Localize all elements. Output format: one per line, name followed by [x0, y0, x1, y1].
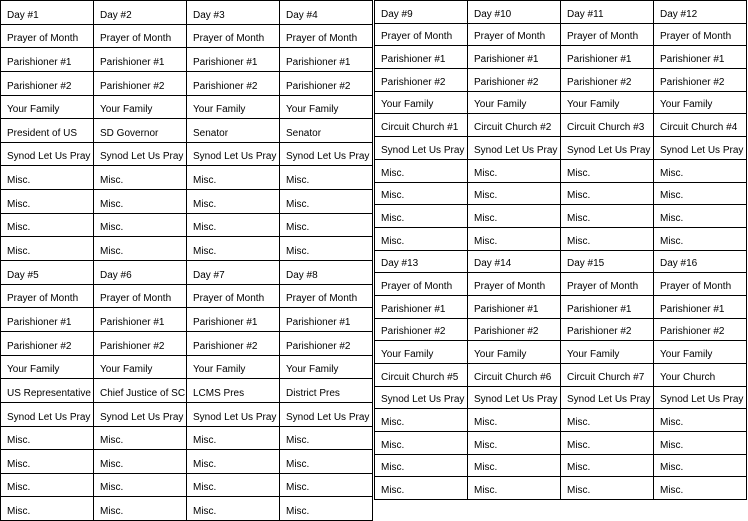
table-cell: Synod Let Us Pray: [187, 142, 280, 166]
table-cell: Misc.: [654, 159, 747, 182]
table-cell: Misc.: [561, 227, 654, 250]
table-cell: Parishioner #2: [280, 331, 373, 355]
table-cell: Misc.: [1, 450, 94, 474]
table-cell: Misc.: [561, 432, 654, 455]
table-cell: Misc.: [561, 454, 654, 477]
table-cell: Synod Let Us Pray: [375, 137, 468, 160]
table-cell: Your Family: [468, 341, 561, 364]
table-cell: Your Family: [375, 341, 468, 364]
table-cell: President of US: [1, 119, 94, 143]
table-row: [375, 159, 747, 182]
table-cell: Your Family: [654, 91, 747, 114]
table-cell: Misc.: [654, 182, 747, 205]
table-row: [375, 114, 747, 137]
table-cell: Misc.: [654, 409, 747, 432]
table-cell: Misc.: [187, 190, 280, 214]
table-cell: Misc.: [654, 432, 747, 455]
table-header-row: [1, 261, 373, 285]
table-row: [1, 402, 373, 426]
table-row: [375, 91, 747, 114]
prayer-table-days-1-8-container: [0, 0, 374, 518]
table-cell: Parishioner #2: [654, 318, 747, 341]
table-header-row: [375, 250, 747, 273]
table-cell: Parishioner #2: [561, 69, 654, 92]
table-cell: Misc.: [94, 426, 187, 450]
table-cell: Misc.: [280, 213, 373, 237]
table-cell: Misc.: [375, 454, 468, 477]
day-label-cell: Day #4: [280, 1, 373, 25]
day-label-cell: Day #6: [94, 261, 187, 285]
table-cell: Synod Let Us Pray: [94, 402, 187, 426]
table-cell: Parishioner #2: [94, 71, 187, 95]
table-cell: Misc.: [187, 426, 280, 450]
table-cell: Chief Justice of SC: [94, 379, 187, 403]
table-cell: Synod Let Us Pray: [468, 137, 561, 160]
table-cell: Misc.: [375, 182, 468, 205]
table-cell: Synod Let Us Pray: [187, 402, 280, 426]
table-cell: Misc.: [280, 473, 373, 497]
table-cell: Misc.: [1, 497, 94, 521]
table-cell: Prayer of Month: [94, 24, 187, 48]
table-cell: District Pres: [280, 379, 373, 403]
table-cell: Your Family: [187, 355, 280, 379]
table-cell: Prayer of Month: [654, 23, 747, 46]
table-row: [1, 331, 373, 355]
table-row: [1, 213, 373, 237]
table-cell: Misc.: [280, 166, 373, 190]
table-cell: Misc.: [561, 205, 654, 228]
table-cell: Misc.: [375, 477, 468, 500]
table-cell: LCMS Pres: [187, 379, 280, 403]
table-cell: Misc.: [94, 190, 187, 214]
table-cell: Parishioner #1: [468, 46, 561, 69]
table-cell: Misc.: [94, 473, 187, 497]
table-cell: Misc.: [654, 454, 747, 477]
table-cell: Misc.: [1, 426, 94, 450]
table-cell: Prayer of Month: [561, 23, 654, 46]
table-cell: Misc.: [561, 159, 654, 182]
table-cell: Misc.: [654, 205, 747, 228]
table-cell: Parishioner #2: [561, 318, 654, 341]
table-row: [375, 477, 747, 500]
table-row: [1, 95, 373, 119]
table-cell: Prayer of Month: [280, 24, 373, 48]
table-cell: Parishioner #1: [1, 308, 94, 332]
table-cell: Parishioner #2: [1, 331, 94, 355]
table-row: [375, 46, 747, 69]
table-cell: Prayer of Month: [468, 273, 561, 296]
table-cell: Parishioner #1: [94, 308, 187, 332]
table-cell: Misc.: [654, 227, 747, 250]
table-header-row: [375, 1, 747, 24]
table-cell: Misc.: [561, 182, 654, 205]
table-cell: Your Family: [468, 91, 561, 114]
table-cell: Misc.: [94, 497, 187, 521]
table-cell: Your Family: [280, 95, 373, 119]
day-label-cell: Day #14: [468, 250, 561, 273]
prayer-table-body: [375, 1, 747, 500]
day-label-cell: Day #12: [654, 1, 747, 24]
table-cell: Parishioner #1: [468, 295, 561, 318]
table-cell: Your Family: [561, 341, 654, 364]
table-cell: Parishioner #2: [654, 69, 747, 92]
table-cell: Parishioner #2: [1, 71, 94, 95]
table-header-row: [1, 1, 373, 25]
table-cell: Misc.: [375, 409, 468, 432]
table-cell: Parishioner #1: [1, 48, 94, 72]
table-cell: Circuit Church #3: [561, 114, 654, 137]
table-cell: Prayer of Month: [375, 273, 468, 296]
table-cell: Misc.: [375, 227, 468, 250]
table-row: [375, 182, 747, 205]
table-row: [1, 355, 373, 379]
table-cell: Misc.: [1, 190, 94, 214]
table-cell: Synod Let Us Pray: [654, 386, 747, 409]
table-cell: Parishioner #1: [187, 48, 280, 72]
table-cell: Synod Let Us Pray: [280, 142, 373, 166]
table-cell: Misc.: [94, 237, 187, 261]
table-cell: Parishioner #1: [654, 295, 747, 318]
table-cell: Synod Let Us Pray: [468, 386, 561, 409]
table-cell: Parishioner #1: [561, 295, 654, 318]
table-cell: Circuit Church #4: [654, 114, 747, 137]
table-cell: Synod Let Us Pray: [375, 386, 468, 409]
table-cell: Misc.: [468, 454, 561, 477]
day-label-cell: Day #7: [187, 261, 280, 285]
table-cell: Synod Let Us Pray: [654, 137, 747, 160]
table-row: [375, 69, 747, 92]
table-cell: Circuit Church #6: [468, 364, 561, 387]
table-cell: Misc.: [375, 159, 468, 182]
table-cell: Your Family: [1, 95, 94, 119]
table-row: [1, 119, 373, 143]
table-cell: US Representative: [1, 379, 94, 403]
table-cell: Prayer of Month: [187, 24, 280, 48]
table-row: [1, 237, 373, 261]
day-label-cell: Day #10: [468, 1, 561, 24]
table-cell: Parishioner #1: [280, 48, 373, 72]
table-row: [375, 454, 747, 477]
day-label-cell: Day #15: [561, 250, 654, 273]
table-cell: Prayer of Month: [280, 284, 373, 308]
table-row: [1, 426, 373, 450]
day-label-cell: Day #8: [280, 261, 373, 285]
table-cell: Synod Let Us Pray: [561, 137, 654, 160]
prayer-table-days-1-8: [0, 0, 373, 521]
table-row: [375, 386, 747, 409]
table-row: [1, 71, 373, 95]
table-cell: Prayer of Month: [468, 23, 561, 46]
table-cell: Your Church: [654, 364, 747, 387]
table-cell: Synod Let Us Pray: [561, 386, 654, 409]
table-row: [375, 137, 747, 160]
day-label-cell: Day #11: [561, 1, 654, 24]
table-cell: Prayer of Month: [1, 284, 94, 308]
table-row: [1, 48, 373, 72]
table-cell: Misc.: [187, 213, 280, 237]
day-label-cell: Day #1: [1, 1, 94, 25]
table-cell: Circuit Church #5: [375, 364, 468, 387]
table-cell: Misc.: [94, 213, 187, 237]
table-cell: Misc.: [654, 477, 747, 500]
table-row: [375, 295, 747, 318]
table-cell: Misc.: [94, 450, 187, 474]
table-cell: Your Family: [561, 91, 654, 114]
table-cell: Misc.: [468, 409, 561, 432]
table-cell: Parishioner #1: [280, 308, 373, 332]
table-cell: Misc.: [561, 477, 654, 500]
table-cell: Parishioner #1: [375, 46, 468, 69]
table-cell: Misc.: [187, 166, 280, 190]
table-cell: Misc.: [468, 227, 561, 250]
table-cell: Prayer of Month: [1, 24, 94, 48]
table-cell: Parishioner #2: [375, 318, 468, 341]
table-row: [1, 24, 373, 48]
table-cell: Misc.: [94, 166, 187, 190]
table-row: [1, 308, 373, 332]
table-row: [375, 205, 747, 228]
table-row: [375, 23, 747, 46]
table-cell: Prayer of Month: [94, 284, 187, 308]
table-cell: Circuit Church #1: [375, 114, 468, 137]
table-cell: Misc.: [375, 432, 468, 455]
table-row: [375, 432, 747, 455]
table-cell: Misc.: [468, 205, 561, 228]
table-cell: Misc.: [468, 159, 561, 182]
table-cell: Misc.: [468, 432, 561, 455]
prayer-table-body: [1, 1, 373, 521]
table-cell: Parishioner #1: [375, 295, 468, 318]
table-row: [1, 142, 373, 166]
table-cell: Parishioner #1: [654, 46, 747, 69]
table-cell: Parishioner #2: [468, 318, 561, 341]
day-label-cell: Day #3: [187, 1, 280, 25]
table-cell: Misc.: [561, 409, 654, 432]
table-row: [375, 341, 747, 364]
table-row: [375, 273, 747, 296]
table-row: [1, 190, 373, 214]
table-cell: Misc.: [187, 237, 280, 261]
table-row: [1, 497, 373, 521]
table-row: [375, 409, 747, 432]
table-cell: Parishioner #2: [94, 331, 187, 355]
table-cell: Your Family: [187, 95, 280, 119]
table-cell: Misc.: [1, 473, 94, 497]
table-row: [375, 227, 747, 250]
table-cell: SD Governor: [94, 119, 187, 143]
table-row: [1, 450, 373, 474]
table-row: [375, 364, 747, 387]
table-cell: Misc.: [1, 237, 94, 261]
table-cell: Misc.: [1, 166, 94, 190]
table-row: [1, 166, 373, 190]
table-cell: Parishioner #1: [187, 308, 280, 332]
table-cell: Your Family: [654, 341, 747, 364]
table-cell: Misc.: [187, 497, 280, 521]
table-row: [1, 284, 373, 308]
day-label-cell: Day #13: [375, 250, 468, 273]
table-cell: Misc.: [280, 450, 373, 474]
table-cell: Parishioner #2: [468, 69, 561, 92]
table-cell: Your Family: [1, 355, 94, 379]
table-cell: Prayer of Month: [187, 284, 280, 308]
table-cell: Misc.: [468, 182, 561, 205]
table-cell: Prayer of Month: [654, 273, 747, 296]
table-cell: Prayer of Month: [561, 273, 654, 296]
table-cell: Circuit Church #2: [468, 114, 561, 137]
table-cell: Misc.: [187, 473, 280, 497]
day-label-cell: Day #16: [654, 250, 747, 273]
table-row: [375, 318, 747, 341]
table-cell: Misc.: [187, 450, 280, 474]
table-cell: Synod Let Us Pray: [94, 142, 187, 166]
table-cell: Parishioner #1: [94, 48, 187, 72]
table-cell: Your Family: [280, 355, 373, 379]
table-cell: Synod Let Us Pray: [280, 402, 373, 426]
table-cell: Senator: [280, 119, 373, 143]
table-row: [1, 379, 373, 403]
table-cell: Your Family: [375, 91, 468, 114]
table-cell: Misc.: [280, 497, 373, 521]
table-row: [1, 473, 373, 497]
table-cell: Your Family: [94, 95, 187, 119]
table-cell: Parishioner #2: [187, 331, 280, 355]
day-label-cell: Day #5: [1, 261, 94, 285]
table-cell: Misc.: [1, 213, 94, 237]
table-cell: Misc.: [280, 237, 373, 261]
table-cell: Synod Let Us Pray: [1, 402, 94, 426]
table-cell: Misc.: [280, 426, 373, 450]
table-cell: Prayer of Month: [375, 23, 468, 46]
prayer-table-days-9-16: [374, 0, 747, 500]
table-cell: Senator: [187, 119, 280, 143]
table-cell: Misc.: [375, 205, 468, 228]
table-cell: Misc.: [468, 477, 561, 500]
table-cell: Parishioner #2: [280, 71, 373, 95]
table-cell: Misc.: [280, 190, 373, 214]
day-label-cell: Day #9: [375, 1, 468, 24]
prayer-table-days-9-16-container: [374, 0, 748, 503]
table-cell: Synod Let Us Pray: [1, 142, 94, 166]
table-cell: Circuit Church #7: [561, 364, 654, 387]
table-cell: Your Family: [94, 355, 187, 379]
table-cell: Parishioner #2: [375, 69, 468, 92]
day-label-cell: Day #2: [94, 1, 187, 25]
table-cell: Parishioner #1: [561, 46, 654, 69]
table-cell: Parishioner #2: [187, 71, 280, 95]
